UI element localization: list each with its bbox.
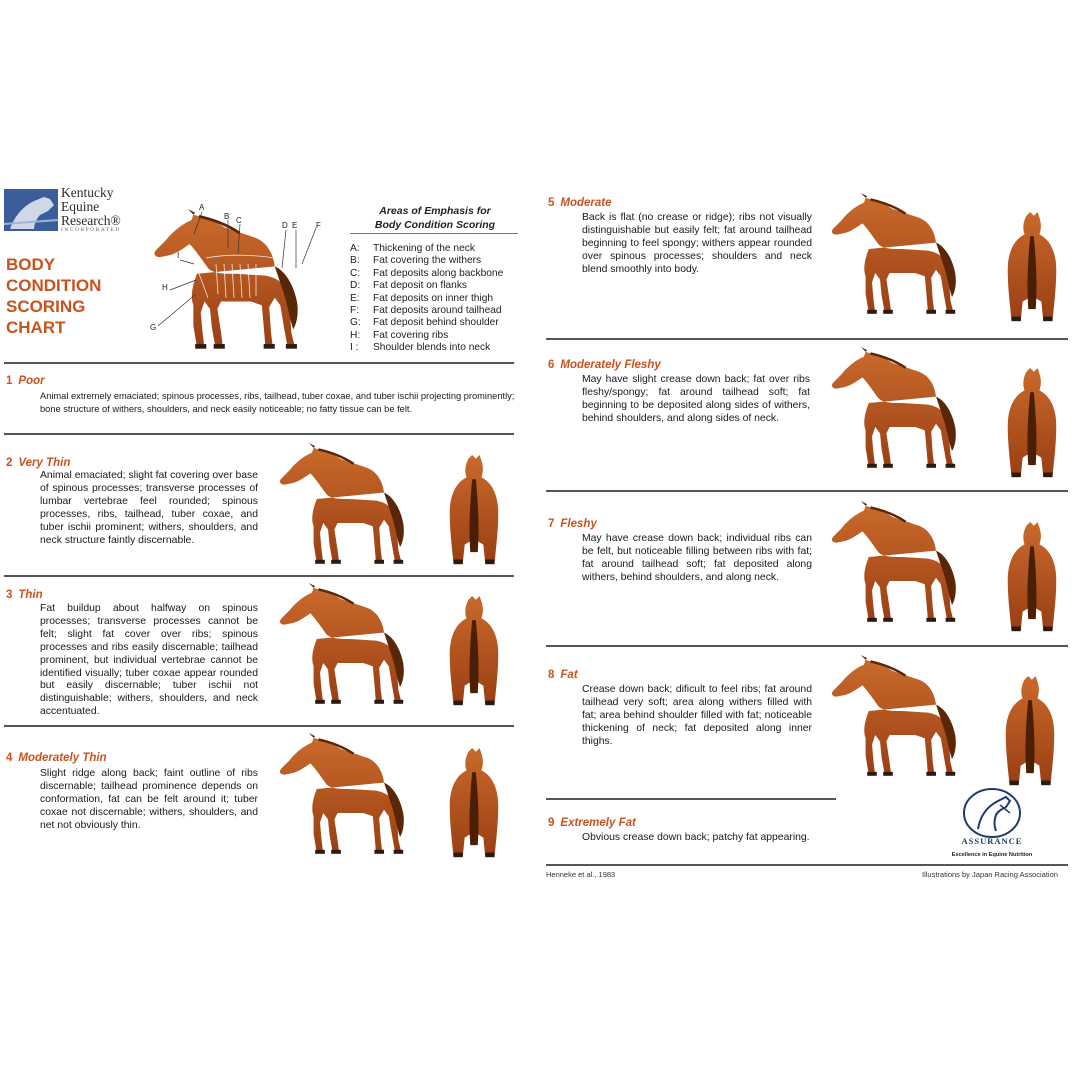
emphasis-text: Thickening of the neck [373, 243, 475, 254]
emphasis-key: G: [350, 317, 361, 329]
logo-line: Equine [61, 199, 100, 214]
logo-incorporated: INCORPORATED [61, 227, 121, 233]
horse-side-view-image [264, 442, 424, 572]
score-4-description: Slight ridge along back; faint outline of ribs discernable; tailhead prominence depends on conformation, fat can be felt around it; tuber coxae not discernable; withers, shoulders, and net not obviously thin. [40, 768, 258, 831]
score-3-description: Fat buildup about halfway on spinous processes; transverse processes cannot be felt; slight fat cover over ribs; spinous processes and ribs easily discernable; tailhead prominent, but individual vertebrae cannot be identified visually; tuber coxae appear rounded but easily discernable; tuber ischii not distinguishable; withers, shoulders, and neck accentuated. [40, 603, 258, 718]
emphasis-text: Fat covering the withers [373, 255, 482, 267]
score-2-description: Animal emaciated; slight fat covering over base of spinous processes; transverse processes of lumbar vertebrae feel rounded; spinous processes, ribs, tailhead, tuber coxae, and tuber ischii prominent; withers, shoulders, and neck structure faintly discernable. [40, 470, 258, 546]
logo-line: Research® [61, 213, 121, 228]
emphasis-list [350, 243, 503, 355]
title-line: SCORING [6, 297, 86, 316]
chart-title [6, 254, 136, 338]
score-5-description: Back is flat (no crease or ridge); ribs not visually distinguishable but easily felt; fat around tailhead beginning to feel spongy; withers appear rounded over spinous processes; shoulders and neck blend smoothly into body. [582, 212, 812, 275]
logo-line: Kentucky [61, 185, 114, 200]
assurance-name: ASSURANCE [961, 836, 1023, 846]
score-6-description: May have slight crease down back; fat over ribs fleshy/spongy; fat around tailhead soft; fat beginning to be deposited along sides of withers, behind shoulders, and along sides of neck. [582, 374, 810, 424]
diagram-label-e: E [292, 221, 298, 230]
score-number: 8 [548, 669, 555, 681]
emphasis-item [350, 317, 503, 329]
citation: Henneke et al., 1983 [546, 870, 616, 879]
emphasis-key: A: [350, 243, 360, 254]
score-7-description: May have crease down back; individual ribs can be felt, but noticeable filling between ribs with fat; fat around tailhead soft; fat deposited along withers, behind shoulders, and along neck. [582, 533, 812, 583]
horse-side-view-image [264, 732, 424, 862]
score-6-heading [548, 359, 661, 371]
horse-side-view-image [816, 500, 976, 630]
score-name: Very Thin [18, 457, 71, 469]
emphasis-text: Fat covering ribs [373, 329, 449, 341]
emphasis-item [350, 280, 503, 292]
emphasis-key: H: [350, 329, 361, 341]
score-name: Thin [18, 589, 43, 601]
score-name: Moderately Fleshy [560, 359, 661, 371]
score-name: Moderate [560, 197, 612, 209]
score-4-heading [6, 752, 107, 764]
diagram-label-a: A [199, 203, 205, 212]
score-name: Fat [560, 669, 578, 681]
score-number: 5 [548, 197, 555, 209]
diagram-label-f: F [316, 221, 321, 230]
emphasis-title [350, 204, 520, 232]
score-3-heading [6, 589, 43, 601]
horse-rear-view-image [1002, 676, 1058, 788]
horse-head-emblem-icon [944, 785, 1040, 839]
score-number: 1 [6, 375, 13, 387]
score-number: 9 [548, 817, 555, 829]
horse-rear-view-image [1004, 212, 1060, 324]
emphasis-key: I : [350, 342, 359, 354]
emphasis-item [350, 305, 503, 317]
score-9-description: Obvious crease down back; patchy fat appearing. [582, 832, 810, 843]
emphasis-item [350, 342, 503, 354]
horse-side-view-image [816, 192, 976, 322]
score-5-heading [548, 197, 612, 209]
score-number: 4 [6, 752, 13, 764]
score-8-heading [548, 669, 578, 681]
divider [4, 725, 514, 727]
emphasis-item [350, 255, 503, 267]
title-line: BODY [6, 255, 56, 274]
horse-side-view-image [264, 582, 424, 712]
divider [546, 645, 1068, 647]
title-line: CONDITION [6, 276, 102, 295]
horse-rear-view-image [446, 596, 502, 708]
emphasis-title-line: Body Condition Scoring [374, 219, 496, 231]
score-7-heading [548, 518, 597, 530]
score-name: Extremely Fat [560, 817, 636, 829]
horse-head-logo-icon [4, 189, 58, 231]
emphasis-item [350, 293, 503, 305]
score-1-description: Animal extremely emaciated; spinous processes, ribs, tailhead, tuber coxae, and tuber ischii projecting prominently; bone structure of withers, shoulders, and neck easily noticeable; no fatty tissue can be felt. [40, 391, 515, 414]
emphasis-text: Fat deposits around tailhead [373, 305, 502, 317]
emphasis-item [350, 330, 503, 342]
score-number: 2 [6, 457, 13, 469]
score-name: Poor [18, 375, 45, 387]
emphasis-key: C: [350, 267, 361, 279]
divider [4, 433, 514, 435]
emphasis-key: D: [350, 280, 361, 292]
divider [4, 575, 514, 577]
score-name: Moderately Thin [18, 752, 107, 764]
emphasis-item [350, 268, 503, 280]
emphasis-item [350, 243, 503, 255]
score-number: 3 [6, 589, 13, 601]
divider [546, 338, 1068, 340]
divider [546, 490, 1068, 492]
horse-rear-view-image [1004, 368, 1060, 480]
emphasis-text: Fat deposits along backbone [373, 267, 504, 279]
title-line: CHART [6, 318, 66, 337]
horse-rear-view-image [446, 748, 502, 860]
assurance-logo [944, 785, 1040, 865]
diagram-label-g: G [150, 323, 157, 332]
illustration-credit: Illustrations by Japan Racing Association [922, 870, 1058, 879]
horse-side-view-image [816, 654, 976, 784]
score-2-heading [6, 457, 70, 469]
diagram-label-d: D [282, 221, 288, 230]
emphasis-text: Fat deposits on inner thigh [373, 292, 494, 304]
diagram-label-c: C [236, 216, 242, 225]
emphasis-key: B: [350, 255, 360, 267]
emphasis-text: Fat deposit behind shoulder [373, 317, 499, 329]
emphasis-key: E: [350, 292, 360, 304]
assurance-tagline: Excellence in Equine Nutrition [951, 852, 1033, 858]
emphasis-divider [350, 233, 518, 234]
divider [4, 362, 514, 364]
emphasis-title-line: Areas of Emphasis for [379, 205, 491, 217]
diagram-label-i: I [177, 251, 180, 260]
score-8-description: Crease down back; dificult to feel ribs; fat around tailhead very soft; area along withers filled with fat; area behind shoulder filled with fat; noticeable thickening of neck; fat deposited along inner thighs. [582, 684, 812, 747]
divider [546, 798, 836, 800]
diagram-label-h: H [162, 283, 168, 292]
horse-side-view-image [816, 346, 976, 476]
emphasis-text: Shoulder blends into neck [373, 342, 491, 354]
score-name: Fleshy [560, 518, 597, 530]
anatomy-diagram [136, 198, 336, 358]
score-9-heading [548, 817, 636, 829]
emphasis-text: Fat deposit on flanks [373, 280, 468, 292]
horse-rear-view-image [1004, 522, 1060, 634]
horse-rear-view-image [446, 455, 502, 567]
score-number: 6 [548, 359, 555, 371]
score-1-heading [6, 375, 45, 387]
diagram-label-b: B [224, 212, 230, 221]
emphasis-key: F: [350, 305, 360, 317]
kentucky-equine-research-logo [4, 186, 124, 234]
score-number: 7 [548, 518, 555, 530]
